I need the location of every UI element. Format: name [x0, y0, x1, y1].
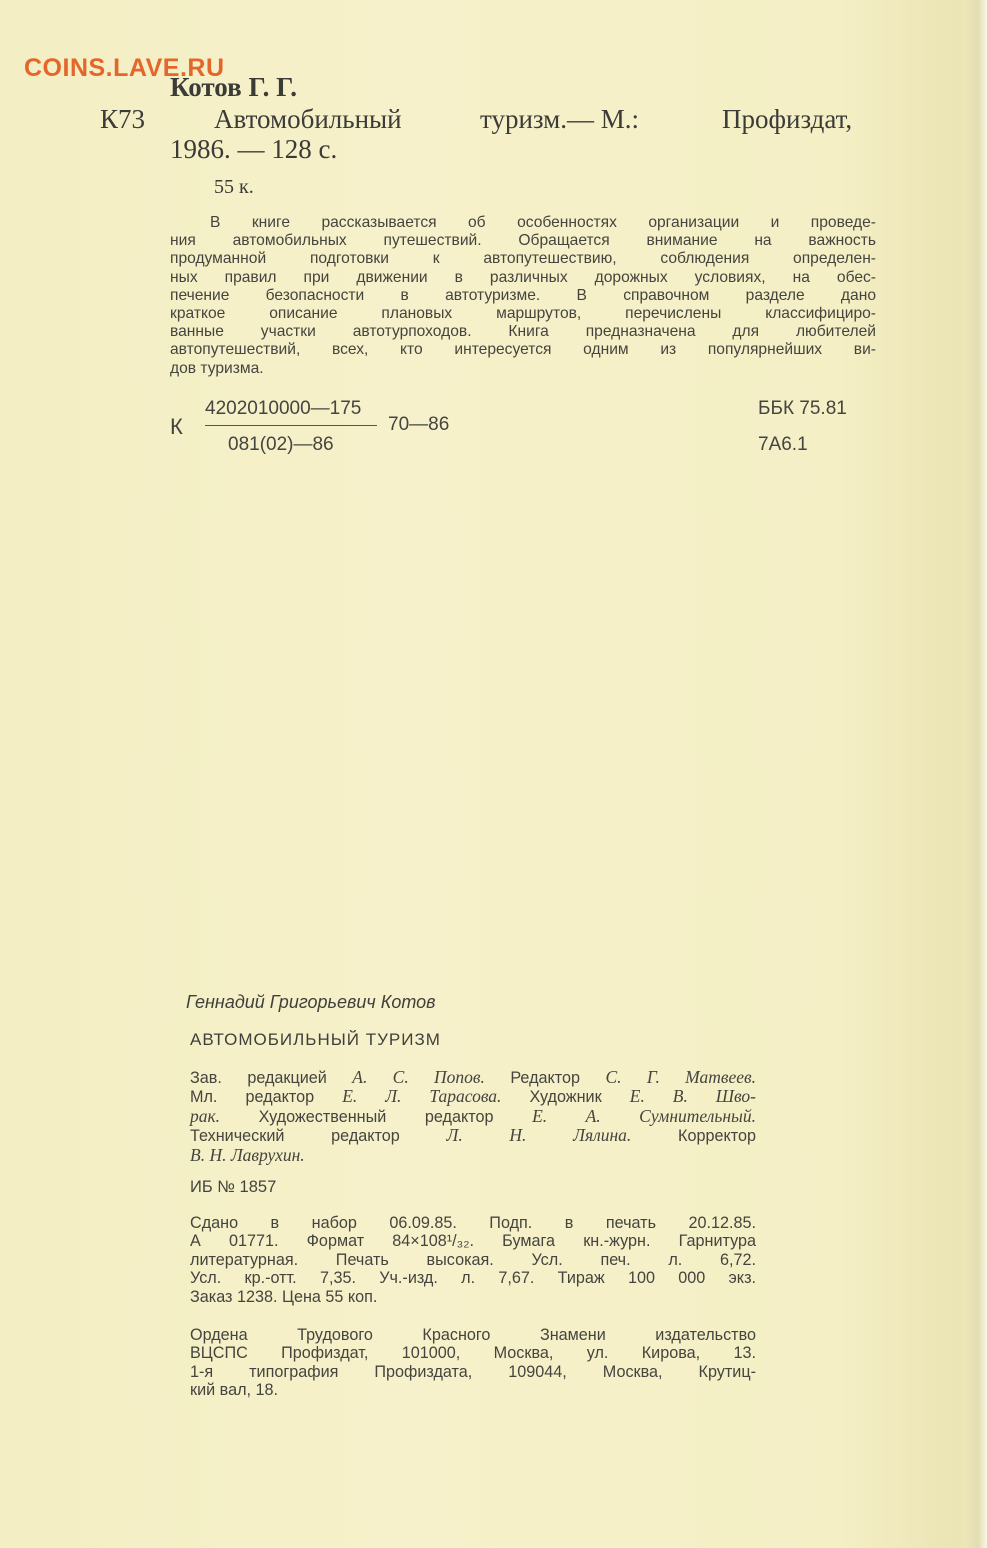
printing-line: Сдано в набор 06.09.85. Подп. в печать 20.12.85. — [190, 1214, 756, 1232]
card-index: К73 — [100, 104, 146, 134]
credits-line: Зав. редакцией А. С. Попов. Редактор С. Г. Матвеев. — [190, 1067, 756, 1087]
printing-block — [190, 1214, 756, 1306]
printing-line: А 01771. Формат 84×108¹/₃₂. Бумага кн.-журн. Гарнитура — [190, 1232, 756, 1251]
credits-line: Мл. редактор Е. Л. Тарасова. Художник Е. В. Шво- — [190, 1086, 757, 1107]
classification-denominator: 081(02)—86 — [228, 434, 334, 455]
annotation-line: В книге рассказывается об особенностях организации и проведе- — [210, 214, 876, 231]
imprint-title: АВТОМОБИЛЬНЫЙ ТУРИЗМ — [190, 1030, 441, 1049]
publisher-block — [190, 1326, 756, 1400]
annotation-line: ванные участки автотурпоходов. Книга предназначена для любителей — [170, 323, 876, 341]
credits-line: рак. Художественный редактор Е. А. Сумнительный. — [190, 1105, 756, 1126]
annotation-line: автопутешествий, всех, кто интересуется одним из популярнейших ви- — [170, 341, 876, 359]
bbk-subcode: 7А6.1 — [758, 434, 808, 455]
annotation-line: продуманной подготовки к автопутешествию, соблюдения определен- — [170, 250, 876, 268]
imprint-author: Геннадий Григорьевич Котов — [186, 992, 436, 1012]
publisher-line: 1-я типография Профиздата, 109044, Москва, Крутиц- — [190, 1362, 756, 1381]
card-series: туризм.— М.: — [480, 104, 640, 134]
printing-line: Заказ 1238. Цена 55 коп. — [190, 1287, 378, 1306]
fraction-rule — [205, 425, 377, 426]
card-author: Котов Г. Г. — [170, 72, 297, 102]
card-publisher: Профиздат, — [722, 104, 853, 134]
credits-line: В. Н. Лаврухин. — [190, 1144, 305, 1165]
printing-line: Усл. кр.-отт. 7,35. Уч.-изд. л. 7,67. Тираж 100 000 экз. — [190, 1269, 756, 1288]
publisher-line: Ордена Трудового Красного Знамени издательство — [190, 1326, 756, 1344]
ib-number: ИБ № 1857 — [190, 1178, 277, 1196]
annotation-line: ния автомобильных путешествий. Обращается внимание на важность — [170, 232, 876, 250]
classification-k: К — [170, 414, 183, 439]
annotation-paragraph — [170, 214, 876, 378]
publisher-line: кий вал, 18. — [190, 1381, 279, 1400]
credits-block — [190, 1068, 756, 1165]
annotation-line: краткое описание плановых маршрутов, перечислены классифициро- — [170, 305, 876, 323]
publisher-line: ВЦСПС Профиздат, 101000, Москва, ул. Кирова, 13. — [190, 1344, 756, 1363]
watermark: COINS.LAVE.RU — [24, 54, 225, 82]
classification-numerator: 4202010000—175 — [205, 398, 362, 419]
annotation-line: ных правил при движении в различных дорожных условиях, на обес- — [170, 268, 876, 286]
card-year-pages: 1986. — 128 с. — [170, 134, 338, 164]
printing-line: литературная. Печать высокая. Усл. печ. л. 6,72. — [190, 1250, 756, 1269]
card-title: Автомобильный — [214, 104, 402, 134]
credits-line: Технический редактор Л. Н. Лялина. Корректор — [190, 1125, 756, 1146]
annotation-line: печение безопасности в автотуризме. В справочном разделе дано — [170, 286, 876, 304]
classification-code: 70—86 — [388, 414, 450, 435]
bbk-code: ББК 75.81 — [758, 398, 847, 419]
card-price: 55 к. — [214, 176, 254, 198]
annotation-line: дов туризма. — [170, 359, 264, 377]
page-edge — [965, 0, 987, 1548]
